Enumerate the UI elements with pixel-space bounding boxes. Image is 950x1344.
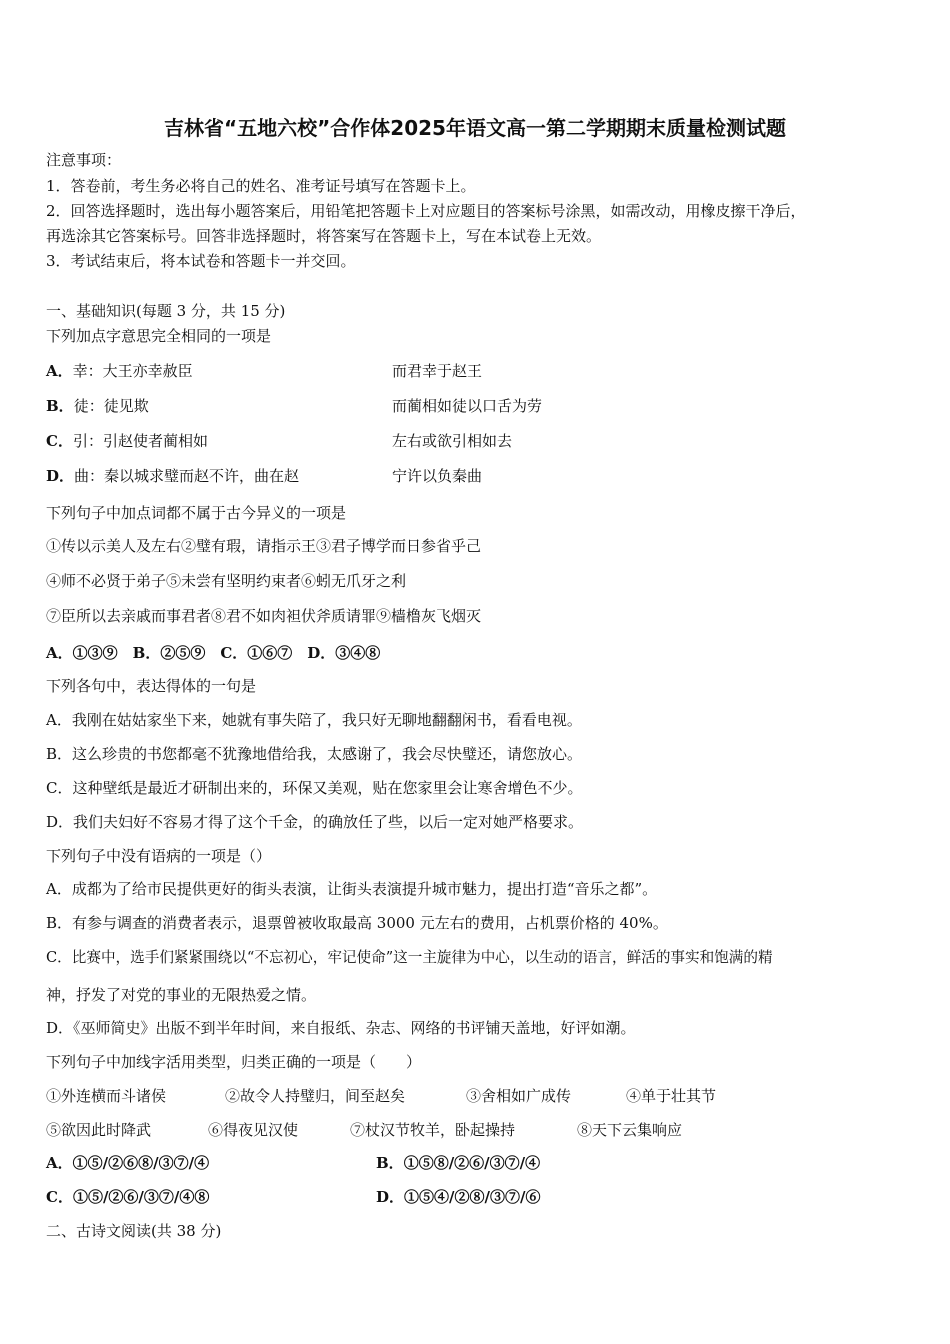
option-left: 幸：大王亦幸赦臣 — [72, 362, 193, 380]
notice-item: 3．考试结束后，将本试卷和答题卡一并交回。 — [46, 252, 356, 270]
question-stem: 下列句子中加线字活用类型，归类正确的一项是（ ） — [46, 1053, 422, 1071]
option-text: ①⑤④/②⑧/③⑦/⑥ — [404, 1188, 541, 1206]
notice-item: 再选涂其它答案标号。回答非选择题时，将答案写在答题卡上，写在本试卷上无效。 — [46, 227, 602, 245]
option-label: D． — [46, 467, 75, 485]
option-row — [46, 466, 299, 486]
list-item: ②故令人持璧归，间至赵矣 — [225, 1087, 406, 1105]
option-line: D．我们夫妇好不容易才得了这个千金，的确放任了些，以后一定对她严格要求。 — [46, 813, 584, 831]
list-item: ④单于壮其节 — [626, 1087, 717, 1105]
option-line: 神，抒发了对党的事业的无限热爱之情。 — [46, 986, 317, 1004]
notice-item: 1．答卷前，考生务必将自己的姓名、准考证号填写在答题卡上。 — [46, 177, 476, 195]
question-line: ④师不必贤于弟子⑤未尝有坚明约束者⑥蚓无爪牙之利 — [46, 572, 407, 590]
option-right: 而君幸于赵王 — [392, 362, 483, 380]
notice-item: 2．回答选择题时，选出每小题答案后，用铅笔把答题卡上对应题目的答案标号涂黑，如需改动，用橡皮擦干净后， — [46, 202, 806, 220]
option-line: D．《巫师简史》出版不到半年时间，来自报纸、杂志、网络的书评铺天盖地，好评如潮。 — [46, 1019, 636, 1037]
option-label: C． — [46, 432, 73, 450]
option-line: B．这么珍贵的书您都毫不犹豫地借给我，太感谢了，我会尽快璧还，请您放心。 — [46, 745, 583, 763]
question-stem: 下列句子中加点词都不属于古今异义的一项是 — [46, 504, 347, 522]
option-label: A． — [46, 1154, 73, 1172]
option-label: B． — [46, 397, 74, 415]
option-line: A．我刚在姑姑家坐下来，她就有事失陪了，我只好无聊地翻翻闲书，看看电视。 — [46, 711, 582, 729]
list-item: ③舍相如广成传 — [466, 1087, 572, 1105]
option-row — [46, 1153, 209, 1173]
question-stem: 下列加点字意思完全相同的一项是 — [46, 327, 272, 345]
option-right: 而蔺相如徒以口舌为劳 — [392, 397, 543, 415]
list-item: ⑤欲因此时降武 — [46, 1121, 152, 1139]
option-label: D． — [376, 1188, 405, 1206]
question-stem: 下列句子中没有语病的一项是（） — [46, 847, 272, 865]
option-row — [46, 396, 149, 416]
notice-heading: 注意事项： — [46, 151, 122, 169]
question-line: ⑦臣所以去亲戚而事君者⑧君不如肉袒伏斧质请罪⑨樯橹灰飞烟灭 — [46, 607, 482, 625]
option-left: 曲：秦以城求璧而赵不许，曲在赵 — [74, 467, 300, 485]
option-right: 宁许以负秦曲 — [392, 467, 483, 485]
option-line: C．比赛中，选手们紧紧围绕以“不忘初心，牢记使命”这一主旋律为中心，以生动的语言，鲜活的事实和饱满的精 — [46, 949, 773, 966]
list-item: ①外连横而斗诸侯 — [46, 1087, 167, 1105]
option-label: B． — [376, 1154, 404, 1172]
option-row — [46, 1187, 209, 1207]
option-label: C． — [46, 1188, 73, 1206]
option-line: B．有参与调查的消费者表示，退票曾被收取最高 3000 元左右的费用，占机票价格的 40%。 — [46, 914, 668, 932]
option-row — [376, 1153, 540, 1173]
option-line: C．这种壁纸是最近才研制出来的，环保又美观，贴在您家里会让寒舍增色不少。 — [46, 779, 583, 797]
list-item: ⑧天下云集响应 — [577, 1121, 683, 1139]
option-line: A．成都为了给市民提供更好的街头表演，让街头表演提升城市魅力，提出打造“音乐之都”。 — [46, 880, 658, 898]
option-row — [376, 1187, 540, 1207]
section-heading: 一、基础知识(每题 3 分，共 15 分) — [46, 302, 286, 320]
option-row — [46, 431, 208, 451]
option-right: 左右或欲引相如去 — [392, 432, 513, 450]
page-title: 吉林省“五地六校”合作体2025年语文高一第二学期期末质量检测试题 — [164, 116, 786, 140]
list-item: ⑦杖汉节牧羊，卧起操持 — [350, 1121, 516, 1139]
option-left: 引：引赵使者蔺相如 — [72, 432, 208, 450]
option-text: ①⑤⑧/②⑥/③⑦/④ — [403, 1154, 541, 1172]
question-stem: 下列各句中，表达得体的一句是 — [46, 677, 257, 695]
option-label: A． — [46, 362, 73, 380]
option-row — [46, 361, 193, 381]
list-item: ⑥得夜见汉使 — [208, 1121, 299, 1139]
question-options: A．①③⑨ B．②⑤⑨ C．①⑥⑦ D．③④⑧ — [46, 644, 381, 662]
question-line: ①传以示美人及左右②璧有瑕，请指示王③君子博学而日参省乎己 — [46, 537, 482, 555]
option-left: 徒：徒见欺 — [73, 397, 149, 415]
option-text: ①⑤/②⑥⑧/③⑦/④ — [72, 1154, 210, 1172]
section-heading: 二、古诗文阅读(共 38 分) — [46, 1222, 222, 1240]
option-text: ①⑤/②⑥/③⑦/④⑧ — [72, 1188, 210, 1206]
